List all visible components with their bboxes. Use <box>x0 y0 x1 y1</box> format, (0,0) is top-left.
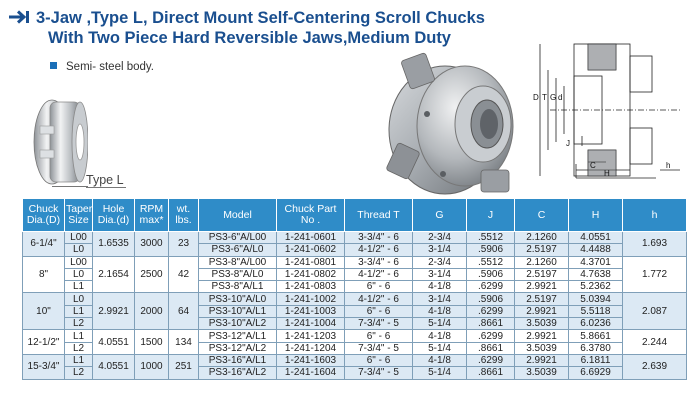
cell-c: 2.9921 <box>515 330 569 342</box>
cell-h-dim: 6.6929 <box>569 367 623 379</box>
cell-part-no: 1-241-1604 <box>277 367 345 379</box>
cell-c: 2.9921 <box>515 305 569 317</box>
cell-taper: L1 <box>65 281 93 293</box>
cell-thread: 6" - 6 <box>345 281 413 293</box>
cell-part-no: 1-241-1603 <box>277 354 345 366</box>
cell-g: 2-3/4 <box>413 232 467 244</box>
cell-hole-dia: 4.0551 <box>93 330 135 355</box>
cell-taper: L0 <box>65 244 93 256</box>
cell-j: .6299 <box>467 281 515 293</box>
cell-taper: L1 <box>65 330 93 342</box>
cell-model: PS3-16"A/L1 <box>199 354 277 366</box>
cell-part-no: 1-241-1204 <box>277 342 345 354</box>
cell-rpm: 2500 <box>135 256 169 293</box>
cell-model: PS3-10"A/L2 <box>199 318 277 330</box>
feature-bullet <box>50 61 154 73</box>
table-row <box>23 330 687 342</box>
column-header-j: J <box>467 199 515 232</box>
cell-g: 2-3/4 <box>413 256 467 268</box>
cell-part-no: 1-241-1004 <box>277 318 345 330</box>
cell-part-no: 1-241-1002 <box>277 293 345 305</box>
cell-thread: 7-3/4" - 5 <box>345 367 413 379</box>
cell-h-small: 2.087 <box>623 293 687 330</box>
cell-h-dim: 4.3701 <box>569 256 623 268</box>
cell-c: 2.1260 <box>515 232 569 244</box>
cell-rpm: 2000 <box>135 293 169 330</box>
column-header-weight: wt. lbs. <box>169 199 199 232</box>
cell-weight: 42 <box>169 256 199 293</box>
diagram-label-T: T <box>542 93 547 102</box>
cell-j: .5512 <box>467 232 515 244</box>
diagram-label-H: H <box>604 169 610 178</box>
cell-c: 2.1260 <box>515 256 569 268</box>
column-header-g: G <box>413 199 467 232</box>
cell-thread: 4-1/2" - 6 <box>345 293 413 305</box>
square-bullet-icon <box>50 62 57 69</box>
column-header-rpm-max: RPM max* <box>135 199 169 232</box>
cell-taper: L2 <box>65 318 93 330</box>
cell-weight: 251 <box>169 354 199 379</box>
title-line-1 <box>8 8 538 28</box>
title-text-1: 3-Jaw ,Type L, Direct Mount Self-Centering Scroll Chucks <box>36 9 485 27</box>
cell-hole-dia: 2.9921 <box>93 293 135 330</box>
cell-thread: 3-3/4" - 6 <box>345 232 413 244</box>
diagram-label-d: d <box>558 93 563 102</box>
cell-part-no: 1-241-1003 <box>277 305 345 317</box>
cell-model: PS3-6"A/L0 <box>199 244 277 256</box>
type-pointer-line <box>52 186 88 187</box>
column-header-h-small: h <box>623 199 687 232</box>
cell-j: .5906 <box>467 244 515 256</box>
cell-h-dim: 4.7638 <box>569 268 623 280</box>
cell-j: .8661 <box>467 318 515 330</box>
cell-taper: L00 <box>65 256 93 268</box>
column-header-part-no: Chuck Part No . <box>277 199 345 232</box>
type-label: Type L <box>86 173 124 187</box>
column-header-model: Model <box>199 199 277 232</box>
cell-h-dim: 5.8661 <box>569 330 623 342</box>
cell-c: 2.9921 <box>515 354 569 366</box>
cell-rpm: 3000 <box>135 232 169 257</box>
cell-c: 3.5039 <box>515 367 569 379</box>
cell-j: .8661 <box>467 367 515 379</box>
cell-model: PS3-8"A/L1 <box>199 281 277 293</box>
cell-h-dim: 4.0551 <box>569 232 623 244</box>
cell-model: PS3-12"A/L2 <box>199 342 277 354</box>
cell-j: .8661 <box>467 342 515 354</box>
cell-thread: 6" - 6 <box>345 354 413 366</box>
cell-taper: L00 <box>65 232 93 244</box>
cell-g: 4-1/8 <box>413 330 467 342</box>
cell-model: PS3-12"A/L1 <box>199 330 277 342</box>
diagram-label-J: J <box>566 139 570 148</box>
cell-chuck-dia: 15-3/4" <box>23 354 65 379</box>
cell-g: 4-1/8 <box>413 305 467 317</box>
cell-taper: L1 <box>65 354 93 366</box>
cell-part-no: 1-241-1203 <box>277 330 345 342</box>
table-row <box>23 232 687 244</box>
cell-thread: 7-3/4" - 5 <box>345 318 413 330</box>
page-title <box>8 8 538 48</box>
cell-g: 3-1/4 <box>413 244 467 256</box>
diagram-label-D: D <box>533 93 539 102</box>
cell-taper: L0 <box>65 268 93 280</box>
cell-h-small: 2.244 <box>623 330 687 355</box>
cell-c: 2.5197 <box>515 244 569 256</box>
cell-g: 5-1/4 <box>413 367 467 379</box>
cell-h-small: 2.639 <box>623 354 687 379</box>
column-header-h-dim: H <box>569 199 623 232</box>
column-header-chuck-dia: Chuck Dia.(D) <box>23 199 65 232</box>
chuck-product-photo <box>383 50 523 198</box>
cell-hole-dia: 4.0551 <box>93 354 135 379</box>
cell-h-dim: 6.1811 <box>569 354 623 366</box>
cell-j: .5512 <box>467 256 515 268</box>
spec-table <box>22 198 687 380</box>
cell-weight: 23 <box>169 232 199 257</box>
column-header-taper-size: Taper Size <box>65 199 93 232</box>
table-row <box>23 293 687 305</box>
cell-g: 3-1/4 <box>413 268 467 280</box>
cell-thread: 4-1/2" - 6 <box>345 244 413 256</box>
table-row <box>23 354 687 366</box>
cell-thread: 3-3/4" - 6 <box>345 256 413 268</box>
cell-weight: 64 <box>169 293 199 330</box>
cell-c: 2.5197 <box>515 268 569 280</box>
cell-part-no: 1-241-0803 <box>277 281 345 293</box>
cell-taper: L2 <box>65 342 93 354</box>
cell-chuck-dia: 6-1/4" <box>23 232 65 257</box>
diagram-label-G: G <box>550 93 557 102</box>
cell-h-small: 1.693 <box>623 232 687 257</box>
cell-j: .6299 <box>467 330 515 342</box>
title-line-2: With Two Piece Hard Reversible Jaws,Medium Duty <box>48 29 451 47</box>
table-header-row <box>23 199 687 232</box>
cell-g: 5-1/4 <box>413 342 467 354</box>
cell-model: PS3-8"A/L0 <box>199 268 277 280</box>
cell-g: 3-1/4 <box>413 293 467 305</box>
cell-weight: 134 <box>169 330 199 355</box>
cell-h-dim: 6.3780 <box>569 342 623 354</box>
cell-thread: 7-3/4" - 5 <box>345 342 413 354</box>
cell-thread: 4-1/2" - 6 <box>345 268 413 280</box>
cell-thread: 6" - 6 <box>345 330 413 342</box>
column-header-c: C <box>515 199 569 232</box>
cell-chuck-dia: 8" <box>23 256 65 293</box>
cell-c: 3.5039 <box>515 342 569 354</box>
cell-taper: L2 <box>65 367 93 379</box>
cell-part-no: 1-241-0802 <box>277 268 345 280</box>
cell-thread: 6" - 6 <box>345 305 413 317</box>
cell-c: 3.5039 <box>515 318 569 330</box>
diagram-label-h: h <box>666 161 671 170</box>
cell-chuck-dia: 12-1/2" <box>23 330 65 355</box>
cell-part-no: 1-241-0602 <box>277 244 345 256</box>
feature-text: Semi- steel body. <box>66 61 154 73</box>
chuck-side-illustration <box>30 96 88 188</box>
cell-taper: L1 <box>65 305 93 317</box>
table-row <box>23 256 687 268</box>
cell-g: 5-1/4 <box>413 318 467 330</box>
cell-part-no: 1-241-0801 <box>277 256 345 268</box>
cell-c: 2.9921 <box>515 281 569 293</box>
column-header-hole-dia: Hole Dia.(d) <box>93 199 135 232</box>
cell-j: .5906 <box>467 268 515 280</box>
cell-model: PS3-10"A/L0 <box>199 293 277 305</box>
arrow-to-bar-icon <box>8 10 30 24</box>
table-body <box>23 232 687 380</box>
cell-h-dim: 4.4488 <box>569 244 623 256</box>
diagram-label-C: C <box>590 161 596 170</box>
cell-h-dim: 5.2362 <box>569 281 623 293</box>
column-header-thread: Thread T <box>345 199 413 232</box>
cell-model: PS3-8"A/L00 <box>199 256 277 268</box>
cell-rpm: 1500 <box>135 330 169 355</box>
cell-h-dim: 6.0236 <box>569 318 623 330</box>
cell-g: 4-1/8 <box>413 354 467 366</box>
cell-model: PS3-16"A/L2 <box>199 367 277 379</box>
cell-j: .6299 <box>467 354 515 366</box>
cell-taper: L0 <box>65 293 93 305</box>
cell-h-dim: 5.0394 <box>569 293 623 305</box>
cell-hole-dia: 2.1654 <box>93 256 135 293</box>
cell-model: PS3-10"A/L1 <box>199 305 277 317</box>
cell-part-no: 1-241-0601 <box>277 232 345 244</box>
dimension-diagram <box>530 36 690 186</box>
cell-c: 2.5197 <box>515 293 569 305</box>
cell-rpm: 1000 <box>135 354 169 379</box>
cell-model: PS3-6"A/L00 <box>199 232 277 244</box>
cell-h-small: 1.772 <box>623 256 687 293</box>
cell-g: 4-1/8 <box>413 281 467 293</box>
cell-j: .6299 <box>467 305 515 317</box>
cell-hole-dia: 1.6535 <box>93 232 135 257</box>
cell-h-dim: 5.5118 <box>569 305 623 317</box>
cell-chuck-dia: 10" <box>23 293 65 330</box>
cell-j: .5906 <box>467 293 515 305</box>
